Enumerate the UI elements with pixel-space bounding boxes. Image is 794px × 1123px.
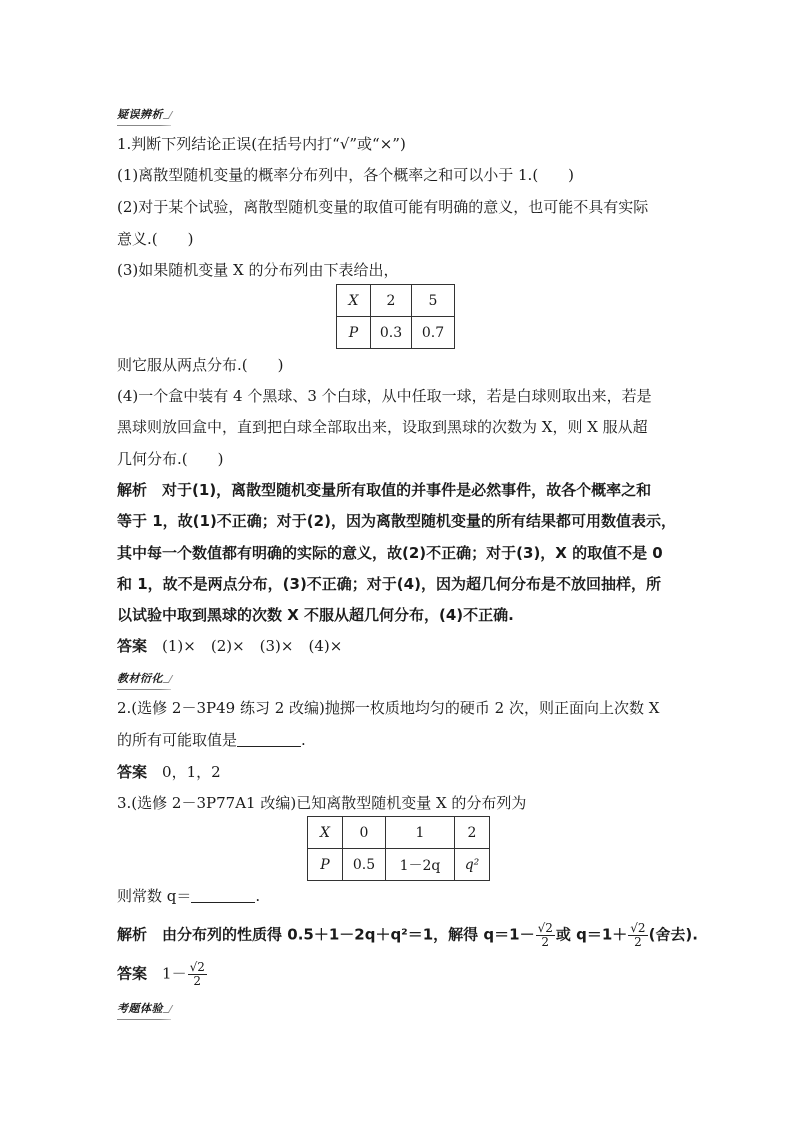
- table-cell: 1: [386, 817, 455, 849]
- answer-text: 0，1，2: [162, 763, 221, 781]
- q1-item-1: (1)离散型随机变量的概率分布列中，各个概率之和可以小于 1.( ): [117, 166, 575, 184]
- q1-solution-5: 以试验中取到黑球的次数 X 不服从超几何分布，(4)不正确.: [117, 606, 514, 624]
- fraction-sqrt2-over-2: [536, 922, 555, 949]
- table-cell: X: [337, 285, 371, 317]
- q1-item-4c: 几何分布.( ): [117, 450, 224, 468]
- q1-intro: 1.判断下列结论正误(在括号内打“√”或“×”): [117, 135, 406, 153]
- fraction-denominator: 2: [634, 935, 642, 949]
- solution-text: (舍去).: [648, 925, 698, 944]
- table-cell: P: [337, 317, 371, 349]
- answer-text: 1－: [162, 964, 187, 983]
- q2-line-1: 2.(选修 2－3P49 练习 2 改编)抛掷一枚质地均匀的硬币 2 次，则正面向上次数 X: [117, 699, 660, 717]
- table-row: [337, 285, 455, 317]
- q1-item-2b: 意义.( ): [117, 230, 194, 248]
- q1-solution-1: [117, 480, 682, 500]
- q1-item-4b: 黑球则放回盒中，直到把白球全部取出来，设取到黑球的次数为 X，则 X 服从超: [117, 418, 648, 436]
- answer-text: (1)× (2)× (3)× (4)×: [162, 637, 343, 655]
- table-cell: 0: [343, 817, 386, 849]
- table-cell: 5: [412, 285, 455, 317]
- q3-answer: [117, 961, 682, 988]
- table-cell: 0.5: [343, 849, 386, 881]
- answer-blank: [191, 888, 255, 903]
- answer-label: 答案: [117, 964, 148, 983]
- table-cell: P: [308, 849, 343, 881]
- fraction-sqrt2-over-2: [188, 961, 207, 988]
- heading-tick-icon: [163, 675, 174, 683]
- section-heading-1: [117, 106, 171, 123]
- table-row: [337, 317, 455, 349]
- table-cell: 2: [371, 285, 412, 317]
- q3-line-1: 3.(选修 2－3P77A1 改编)已知离散型随机变量 X 的分布列为: [117, 794, 527, 812]
- section-title: 考题体验: [117, 1002, 163, 1015]
- q3-period: .: [255, 887, 261, 905]
- q1-solution-3: 其中每一个数值都有明确的实际的意义，故(2)不正确；对于(3)，X 的取值不是 0: [117, 544, 663, 562]
- solution-text: 由分布列的性质得 0.5＋1－2q＋q²＝1，解得 q＝1－: [162, 925, 535, 944]
- section-title: 教材衍化: [117, 672, 163, 685]
- q1-answer: [117, 636, 682, 656]
- table-cell: X: [308, 817, 343, 849]
- answer-label: 答案: [117, 637, 148, 655]
- q3-solution: [117, 921, 698, 949]
- solution-label: 解析: [117, 481, 148, 499]
- q1-item-3: (3)如果随机变量 X 的分布列由下表给出，: [117, 261, 399, 279]
- q2-period: .: [301, 731, 306, 749]
- q1-distribution-table: [336, 284, 455, 349]
- table-cell: 2: [455, 817, 490, 849]
- fraction-numerator: √2: [537, 921, 553, 935]
- q2-line-2: [117, 730, 682, 750]
- table-cell: 0.7: [412, 317, 455, 349]
- heading-tick-icon: [163, 1005, 174, 1013]
- q3-line-2: [117, 886, 682, 906]
- section-heading-3: [117, 1000, 171, 1017]
- section-heading-2: [117, 670, 171, 687]
- table-cell: q²: [455, 849, 490, 881]
- solution-text: 对于(1)，离散型随机变量所有取值的并事件是必然事件，故各个概率之和: [162, 481, 652, 499]
- heading-tick-icon: [163, 111, 174, 119]
- table-row: [308, 849, 490, 881]
- q2-text: 的所有可能取值是: [117, 731, 238, 749]
- q2-answer: [117, 762, 682, 782]
- table-row: [308, 817, 490, 849]
- fraction-sqrt2-over-2: [628, 922, 647, 949]
- table-cell: 0.3: [371, 317, 412, 349]
- answer-label: 答案: [117, 763, 148, 781]
- solution-text: 或 q＝1＋: [555, 925, 628, 944]
- q3-text: 则常数 q＝: [117, 887, 192, 905]
- fraction-numerator: √2: [189, 960, 205, 974]
- fraction-denominator: 2: [193, 974, 202, 988]
- section-title: 疑误辨析: [117, 108, 163, 121]
- fraction-denominator: 2: [541, 935, 550, 949]
- q3-distribution-table: [307, 816, 490, 881]
- solution-label: 解析: [117, 925, 148, 944]
- table-cell: 1－2q: [386, 849, 455, 881]
- answer-blank: [237, 732, 301, 747]
- fraction-numerator: √2: [630, 921, 646, 935]
- q1-item-2a: (2)对于某个试验，离散型随机变量的取值可能有明确的意义，也可能不具有实际: [117, 198, 649, 216]
- q1-solution-2: 等于 1，故(1)不正确；对于(2)，因为离散型随机变量的所有结果都可用数值表示，: [117, 512, 676, 530]
- q1-item-3b: 则它服从两点分布.( ): [117, 356, 284, 374]
- q1-solution-4: 和 1，故不是两点分布，(3)不正确；对于(4)，因为超几何分布是不放回抽样，所: [117, 575, 661, 593]
- q1-item-4a: (4)一个盒中装有 4 个黑球、3 个白球，从中任取一球，若是白球则取出来，若是: [117, 387, 652, 405]
